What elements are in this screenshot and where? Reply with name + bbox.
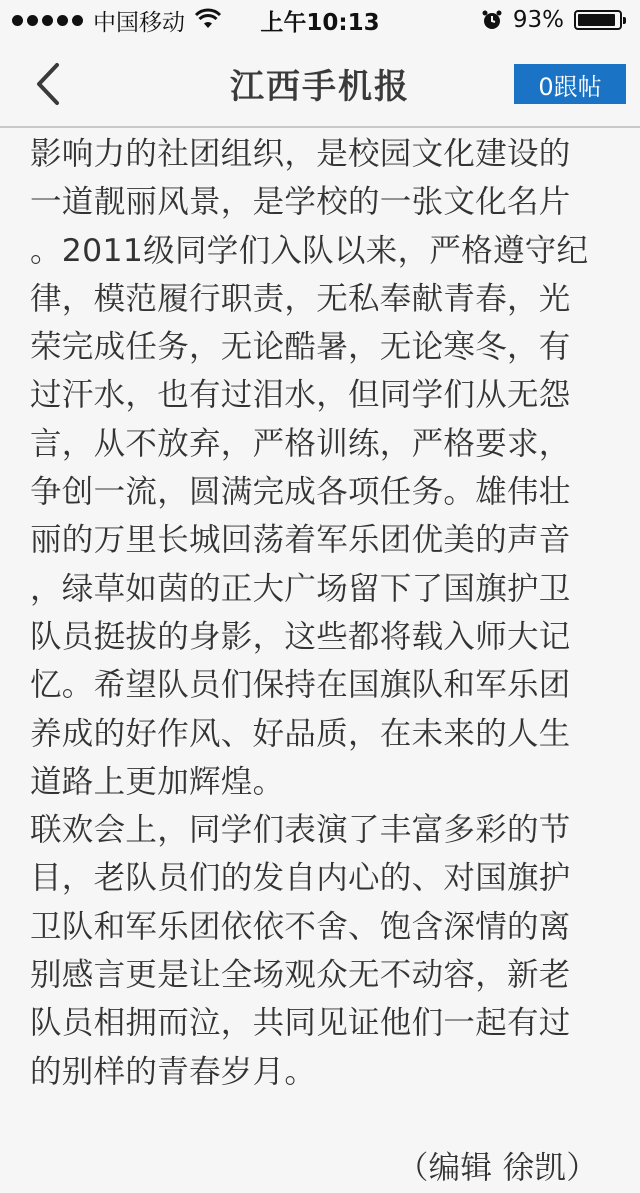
status-bar-time: 上午10:13 — [260, 9, 380, 36]
article-text-line: 的别样的青春岁月。 — [30, 1053, 317, 1090]
article-text-line: 律，模范履行职责，无私奉献青春，光 — [30, 280, 571, 317]
article-text-line: 争创一流，圆满完成各项任务。雄伟壮 — [30, 474, 571, 511]
article-text-line: 影响力的社团组织，是校园文化建设的 — [30, 136, 571, 172]
article-text-line: 联欢会上，同学们表演了丰富多彩的节 — [30, 812, 571, 849]
article-text-line: 道路上更加辉煌。 — [30, 763, 285, 800]
article-body — [30, 128, 614, 1187]
battery-level — [578, 14, 615, 26]
article-text-line: 养成的好作风、好品质，在未来的人生 — [30, 715, 571, 752]
article-text-line: 过汗水，也有过泪水，但同学们从无怨 — [30, 377, 571, 414]
article-text-line: 。2011级同学们入队以来，严格遵守纪 — [30, 232, 589, 269]
article-text-line: ，绿草如茵的正大广场留下了国旗护卫 — [30, 570, 571, 607]
article-text-line — [30, 1096, 614, 1144]
comments-button[interactable]: 0跟帖 — [514, 64, 626, 104]
article-text-line: 别感言更是让全场观众无不动容，新老 — [30, 957, 571, 994]
article-text-line: 一道靓丽风景，是学校的一张文化名片 — [30, 184, 571, 221]
carrier-name: 中国移动 — [93, 9, 185, 36]
article-text-line: 荣完成任务，无论酷暑，无论寒冬，有 — [30, 329, 571, 366]
alarm-clock-icon — [481, 9, 503, 31]
status-bar — [0, 0, 640, 40]
article-text-line: 忆。希望队员们保持在国旗队和军乐团 — [30, 667, 571, 704]
article-text-line: 丽的万里长城回荡着军乐团优美的声音 — [30, 522, 571, 559]
battery-percent: 93% — [512, 7, 564, 33]
status-bar-right — [481, 0, 628, 40]
article-text-line: 队员相拥而泣，共同见证他们一起有过 — [30, 1005, 571, 1042]
page-title: 江西手机报 — [230, 66, 410, 107]
battery-icon — [574, 10, 622, 30]
article-text-line: 卫队和军乐团依依不舍、饱含深情的离 — [30, 908, 571, 945]
navigation-bar — [0, 40, 640, 128]
article-text-line: 队员挺拔的身影，这些都将载入师大记 — [30, 618, 571, 655]
article-text-line: 目，老队员们的发自内心的、对国旗护 — [30, 860, 571, 897]
article-text-line: 言，从不放弃，严格训练，严格要求， — [30, 425, 571, 462]
editor-signature: （编辑 徐凯） — [396, 1150, 598, 1187]
